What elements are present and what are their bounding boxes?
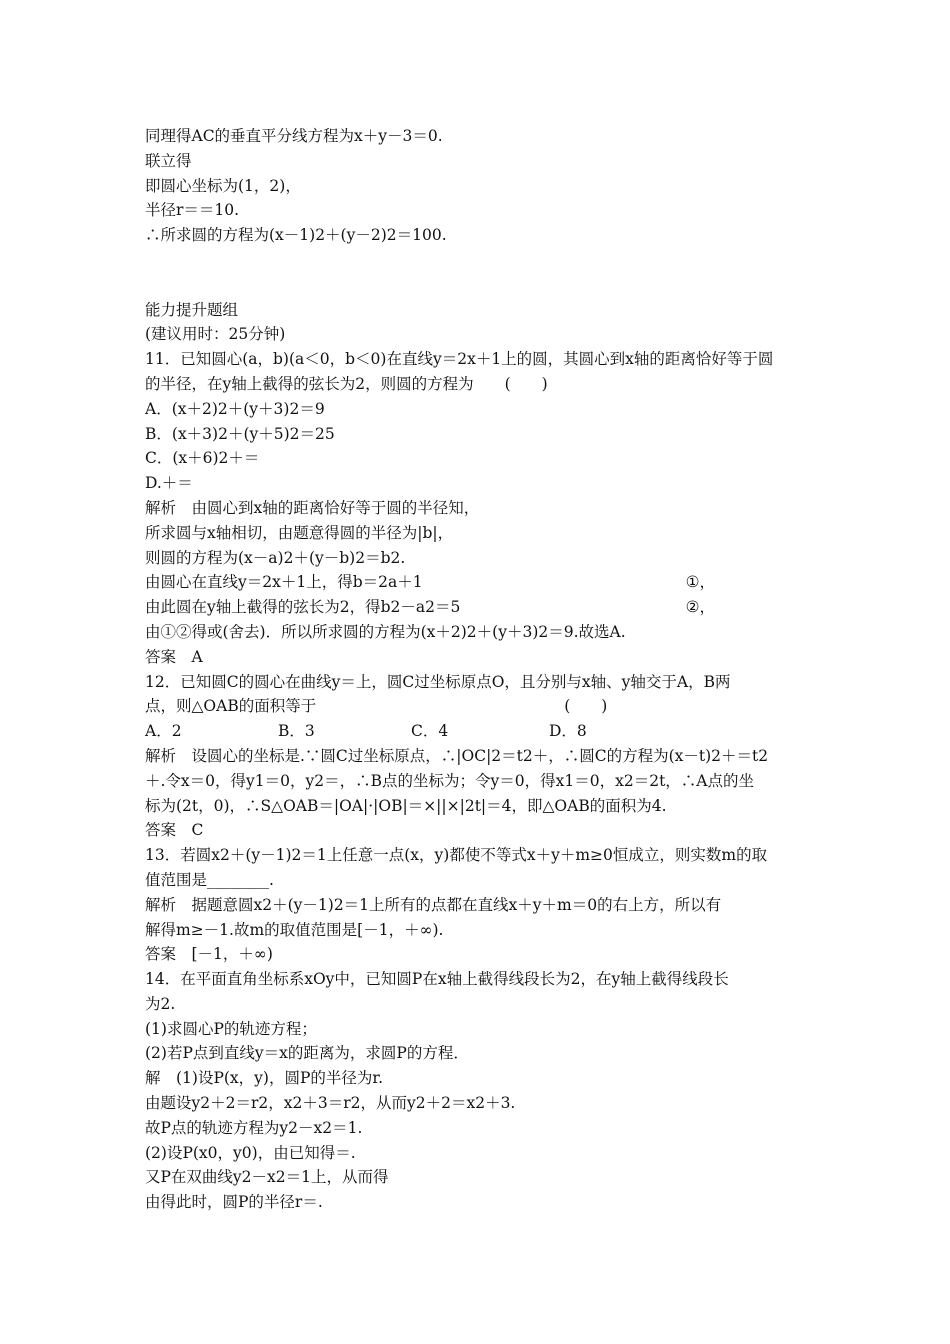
q11-option-d: D.＋＝ xyxy=(145,474,193,493)
q11-option-a: A．(x＋2)2＋(y＋3)2＝9 xyxy=(145,399,325,418)
q14-line: 又P在双曲线y2－x2＝1上，从而得 xyxy=(145,1168,389,1187)
q12-analysis: ＋.令x＝0，得y1＝0，y2＝，∴B点的坐标为；令y＝0，得x1＝0，x2＝2t，∴A点的坐 xyxy=(145,771,754,790)
equation-mark: ①， xyxy=(685,573,715,592)
document-body xyxy=(145,124,810,1215)
q11-equation-2 xyxy=(145,595,810,620)
q14-line: (2)设P(x0，y0)，由已知得＝. xyxy=(145,1143,356,1162)
section-spacer xyxy=(145,248,810,298)
q11-answer: 答案 A xyxy=(145,647,203,666)
q13-stem: 13．若圆x2＋(y－1)2＝1上任意一点(x，y)都使不等式x＋y＋m≥0恒成立，则实数m的取 xyxy=(145,846,768,865)
q13-analysis: 解析 据题意圆x2＋(y－1)2＝1上所有的点都在直线x＋y＋m＝0的右上方，所以有 xyxy=(145,895,722,914)
q11-option-b: B．(x＋3)2＋(y＋5)2＝25 xyxy=(145,424,335,443)
q14-line: (2)若P点到直线y＝x的距离为，求圆P的方程． xyxy=(145,1044,469,1063)
q12-analysis: 标为(2t，0)，∴S△OAB＝|OA|·|OB|＝×||×|2t|＝4，即△OAB的面积为4. xyxy=(145,796,667,815)
q12-option-c: C．4 xyxy=(411,722,449,741)
equation-mark: ②， xyxy=(685,598,715,617)
q12-answer: 答案 C xyxy=(145,821,204,840)
q12-stem: 点，则△OAB的面积等于 ( ) xyxy=(145,697,608,716)
q12-analysis: 解析 设圆心的坐标是.∵圆C过坐标原点，∴|OC|2＝t2＋，∴圆C的方程为(x－t)2＋＝t2 xyxy=(145,746,769,765)
q11-option-c: C．(x＋6)2＋＝ xyxy=(145,449,260,468)
text-line: 联立得 xyxy=(145,151,192,170)
q12-option-a: A．2 xyxy=(145,722,182,741)
q14-line: 由得此时，圆P的半径r＝. xyxy=(145,1193,323,1212)
equation-text: 由圆心在直线y＝2x＋1上，得b＝2a＋1 xyxy=(145,573,423,592)
q13-stem: 值范围是________. xyxy=(145,870,274,889)
q11-stem: 11．已知圆心(a，b)(a＜0，b＜0)在直线y＝2x＋1上的圆，其圆心到x轴的距离恰好等于圆 xyxy=(145,350,774,369)
q11-conclusion: 由①②得或(舍去)．所以所求圆的方程为(x＋2)2＋(y＋3)2＝9.故选A. xyxy=(145,622,626,641)
q11-analysis: 则圆的方程为(x－a)2＋(y－b)2＝b2. xyxy=(145,548,406,567)
text-line: ∴所求圆的方程为(x－1)2＋(y－2)2＝100. xyxy=(145,226,447,245)
equation-text: 由此圆在y轴上截得的弦长为2，得b2－a2＝5 xyxy=(145,598,461,617)
q11-analysis: 所求圆与x轴相切，由题意得圆的半径为|b|， xyxy=(145,523,454,542)
q14-line: (1)求圆心P的轨迹方程； xyxy=(145,1019,317,1038)
q12-option-d: D．8 xyxy=(549,722,587,741)
text-line: 同理得AC的垂直平分线方程为x＋y－3＝0. xyxy=(145,127,443,145)
q11-equation-1 xyxy=(145,570,810,595)
q12-option-b: B．3 xyxy=(278,722,315,741)
q14-line: 为2. xyxy=(145,994,176,1013)
text-line: 半径r＝＝10. xyxy=(145,201,240,220)
section-title: 能力提升题组 xyxy=(145,300,239,319)
q13-analysis: 解得m≥－1.故m的取值范围是[－1，＋∞). xyxy=(145,920,444,939)
q14-line: 故P点的轨迹方程为y2－x2＝1. xyxy=(145,1118,363,1137)
q14-line: 14．在平面直角坐标系xOy中，已知圆P在x轴上截得线段长为2，在y轴上截得线段长 xyxy=(145,970,729,989)
q13-answer: 答案 [－1，＋∞) xyxy=(145,945,273,964)
q12-options xyxy=(145,719,810,744)
q11-analysis: 解析 由圆心到x轴的距离恰好等于圆的半径知， xyxy=(145,498,480,517)
q14-line: 由题设y2＋2＝r2，x2＋3＝r2，从而y2＋2＝x2＋3. xyxy=(145,1094,516,1113)
q11-stem: 的半径，在y轴上截得的弦长为2，则圆的方程为 ( ) xyxy=(145,374,548,393)
q14-line: 解 (1)设P(x，y)，圆P的半径为r. xyxy=(145,1069,384,1088)
text-line: 即圆心坐标为(1，2)， xyxy=(145,176,301,195)
section-time-hint: (建议用时：25分钟) xyxy=(145,325,286,344)
q12-stem: 12．已知圆C的圆心在曲线y＝上，圆C过坐标原点O，且分别与x轴、y轴交于A，B两 xyxy=(145,672,731,691)
